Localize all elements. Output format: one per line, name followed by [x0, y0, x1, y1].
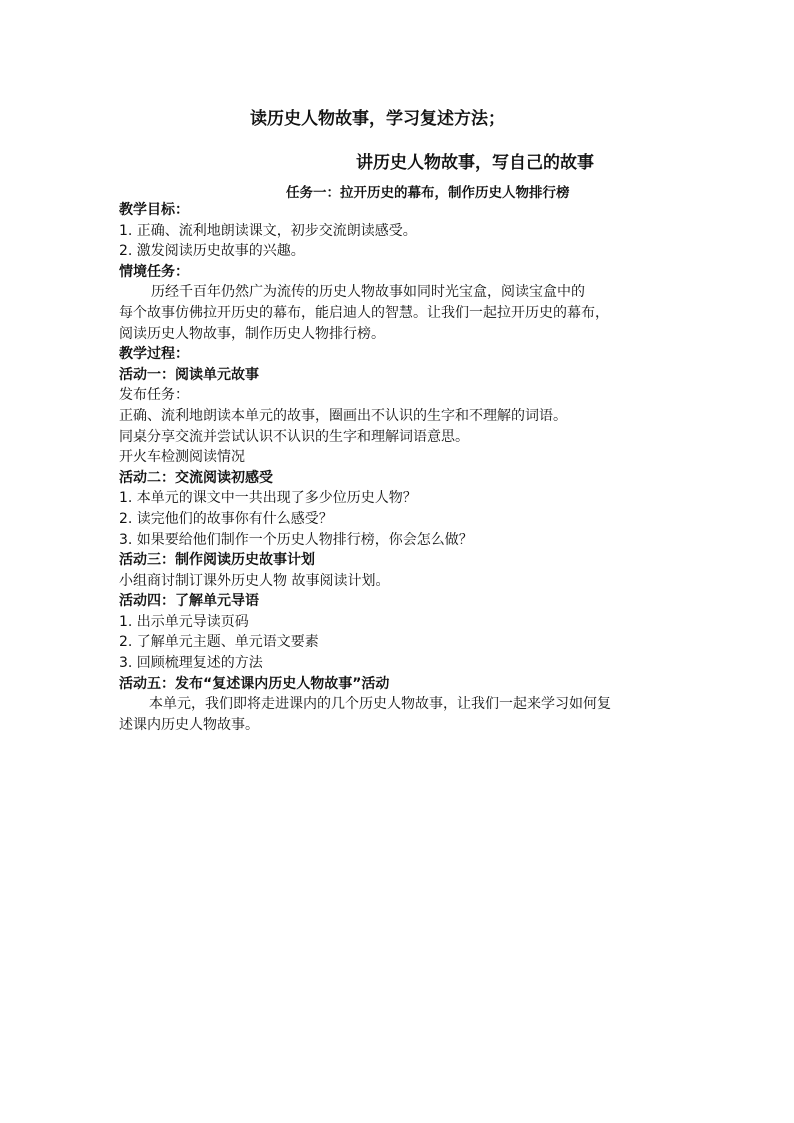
section-heading: 活动三：制作阅读历史故事计划	[119, 552, 315, 569]
body-line: 3. 回顾梳理复述的方法	[119, 655, 263, 672]
section-heading: 活动四：了解单元导语	[119, 593, 259, 610]
body-line: 历经千百年仍然广为流传的历史人物故事如同时光宝盒，阅读宝盒中的	[151, 284, 585, 301]
body-line: 2. 了解单元主题、单元语文要素	[119, 634, 319, 651]
body-line: 本单元，我们即将走进课内的几个历史人物故事，让我们一起来学习如何复	[149, 696, 611, 713]
section-heading: 活动二：交流阅读初感受	[119, 469, 273, 486]
document-title: 读历史人物故事，学习复述方法；	[250, 109, 505, 129]
body-line: 2. 读完他们的故事你有什么感受？	[119, 510, 333, 527]
body-line: 小组商讨制订课外历史人物 故事阅读计划。	[119, 572, 390, 589]
body-line: 正确、流利地朗读本单元的故事，圈画出不认识的生字和不理解的词语。	[119, 407, 567, 424]
body-line: 1. 本单元的课文中一共出现了多少位历史人物？	[119, 490, 417, 507]
body-line: 述课内历史人物故事。	[119, 716, 259, 733]
body-line: 1. 出示单元导读页码	[119, 613, 249, 630]
document-subtitle: 讲历史人物故事，写自己的故事	[356, 153, 594, 173]
body-line: 开火车检测阅读情况	[119, 449, 245, 466]
document-body	[119, 200, 689, 735]
body-line: 发布任务：	[119, 387, 189, 404]
body-line: 每个故事仿佛拉开历史的幕布，能启迪人的智慧。让我们一起拉开历史的幕布，	[119, 304, 609, 321]
section-heading: 教学目标：	[119, 202, 189, 218]
body-line: 1. 正确、流利地朗读课文，初步交流朗读感受。	[119, 222, 417, 239]
body-line: 3. 如果要给他们制作一个历史人物排行榜，你会怎么做？	[119, 531, 473, 548]
section-heading: 活动一：阅读单元故事	[119, 366, 259, 383]
section-heading: 情境任务：	[119, 263, 189, 280]
body-line: 2. 激发阅读历史故事的兴趣。	[119, 243, 305, 260]
task-heading: 任务一：拉开历史的幕布，制作历史人物排行榜	[286, 185, 570, 201]
body-line: 同桌分享交流并尝试认识不认识的生字和理解词语意思。	[119, 428, 469, 445]
body-line: 阅读历史人物故事，制作历史人物排行榜。	[119, 325, 385, 342]
section-heading: 活动五：发布“复述课内历史人物故事”活动	[119, 675, 390, 692]
section-heading: 教学过程：	[119, 346, 189, 363]
